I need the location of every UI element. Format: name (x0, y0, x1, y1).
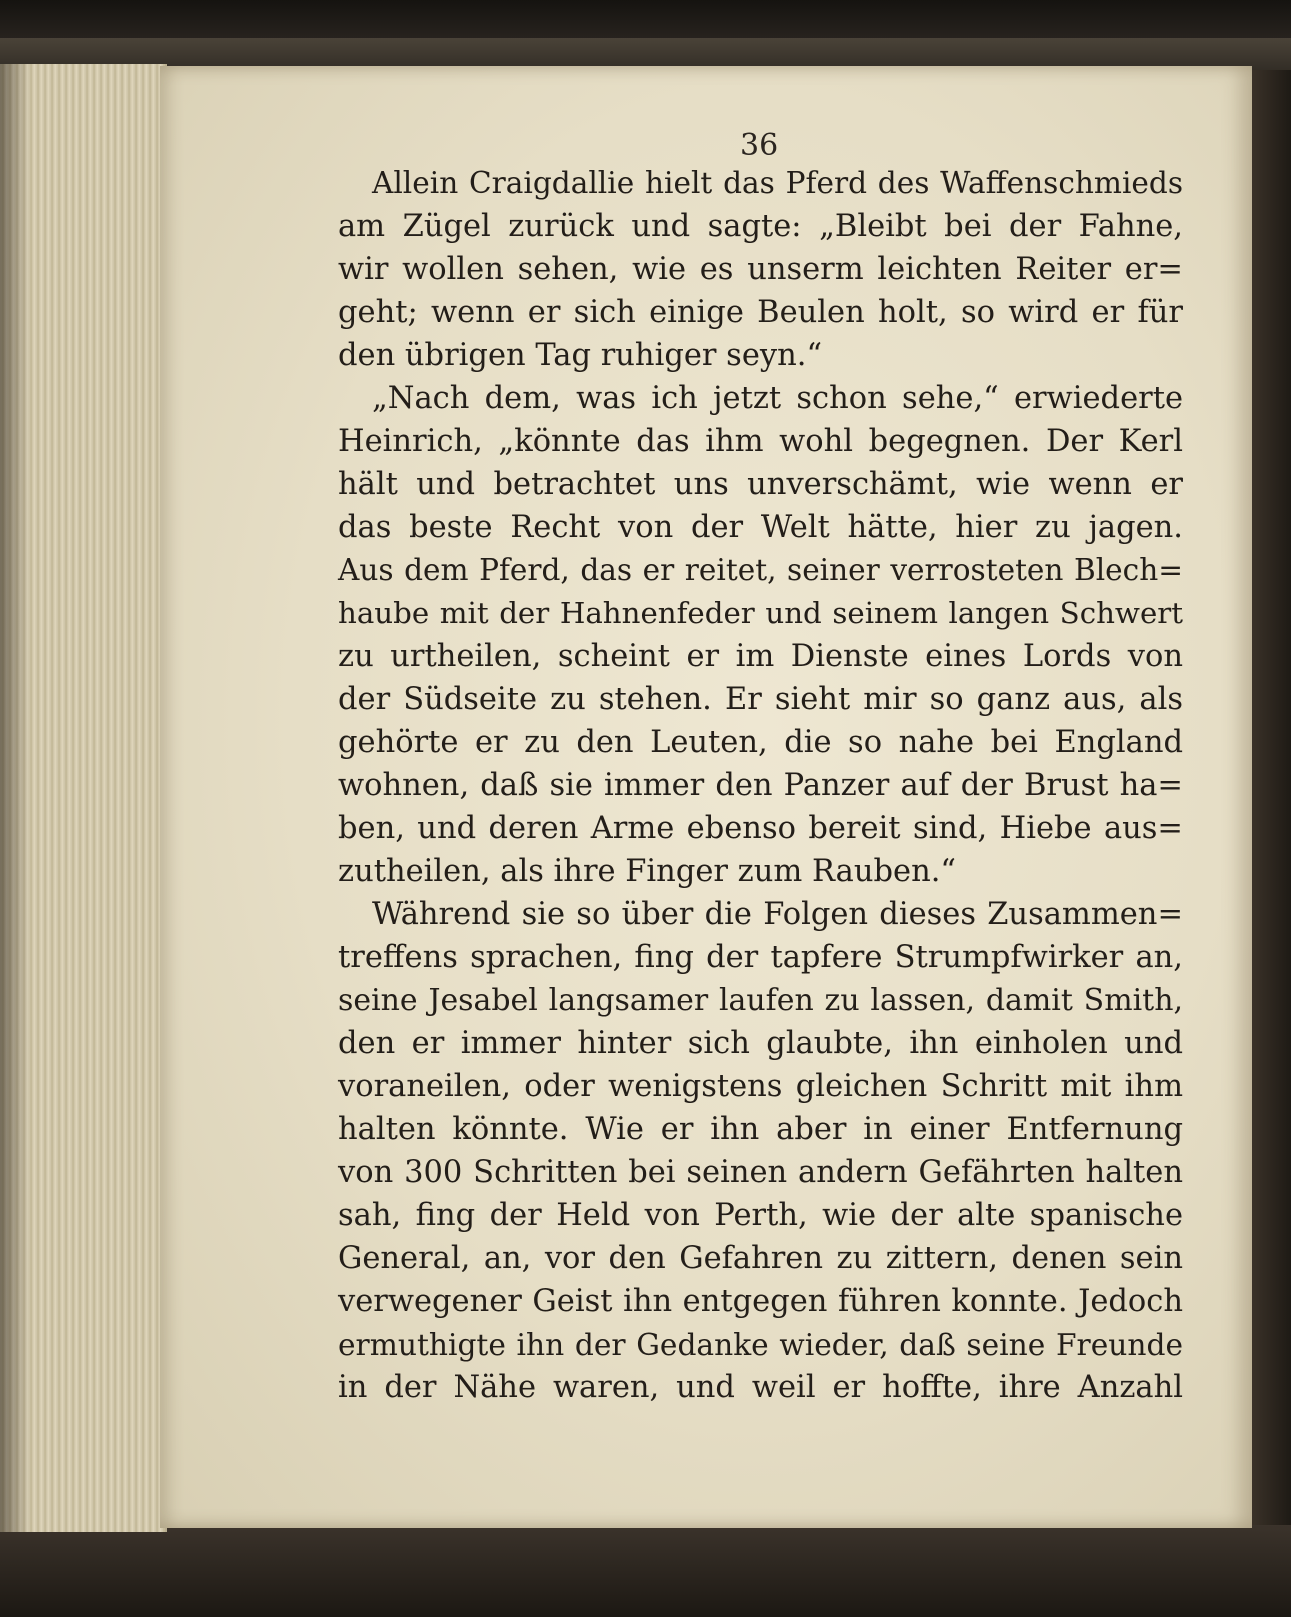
text-line: wohnen, daß sie immer den Panzer auf der Brust ha= (338, 768, 1183, 803)
text-line: gehörte er zu den Leuten, die so nahe bei England (338, 725, 1183, 760)
text-line: das beste Recht von der Welt hätte, hier zu jagen. (338, 510, 1183, 545)
text-line: seine Jesabel langsamer laufen zu lassen, damit Smith, (338, 983, 1183, 1018)
text-line: ermuthigte ihn der Gedanke wieder, daß seine Freunde (338, 1327, 1183, 1362)
text-line: wir wollen sehen, wie es unserm leichten Reiter er= (338, 252, 1183, 287)
book-cover-bottom (0, 1525, 1291, 1617)
text-line: von 300 Schritten bei seinen andern Gefährten halten (338, 1155, 1183, 1190)
text-line: sah, fing der Held von Perth, wie der alte spanische (338, 1198, 1183, 1233)
text-line: zutheilen, als ihre Finger zum Rauben.“ (338, 854, 956, 889)
text-line: General, an, vor den Gefahren zu zittern, denen sein (338, 1241, 1183, 1276)
text-line: zu urtheilen, scheint er im Dienste eines Lords von (338, 639, 1183, 674)
text-line: Allein Craigdallie hielt das Pferd des Waffenschmieds (372, 166, 1183, 200)
book-cover-right (1248, 70, 1291, 1540)
text-line: der Südseite zu stehen. Er sieht mir so ganz aus, als (338, 682, 1183, 717)
text-line: ben, und deren Arme ebenso bereit sind, Hiebe aus= (338, 811, 1183, 846)
text-line: Während sie so über die Folgen dieses Zusammen= (372, 897, 1183, 932)
text-line: verwegener Geist ihn entgegen führen konnte. Jedoch (338, 1284, 1183, 1319)
text-line: Heinrich, „könnte das ihm wohl begegnen. Der Kerl (338, 424, 1183, 459)
page-number: 36 (740, 128, 779, 163)
text-line: Aus dem Pferd, das er reitet, seiner verrosteten Blech= (338, 553, 1183, 587)
text-line: den übrigen Tag ruhiger seyn.“ (338, 338, 823, 373)
text-line: am Zügel zurück und sagte: „Bleibt bei der Fahne, (338, 209, 1183, 244)
text-line: hält und betrachtet uns unverschämt, wie wenn er (338, 467, 1183, 502)
text-line: den er immer hinter sich glaubte, ihn einholen und (338, 1026, 1183, 1061)
text-line: voraneilen, oder wenigstens gleichen Schritt mit ihm (338, 1069, 1183, 1104)
text-line: halten könnte. Wie er ihn aber in einer Entfernung (338, 1112, 1183, 1147)
text-line: haube mit der Hahnenfeder und seinem langen Schwert (338, 596, 1183, 630)
text-line: geht; wenn er sich einige Beulen holt, so wird er für (338, 295, 1183, 330)
text-line: treffens sprachen, fing der tapfere Strumpfwirker an, (338, 940, 1183, 975)
text-line: „Nach dem, was ich jetzt schon sehe,“ erwiederte (372, 381, 1183, 416)
text-line: in der Nähe waren, und weil er hoffte, ihre Anzahl (338, 1370, 1183, 1405)
page-stack-shadow (0, 64, 30, 1532)
